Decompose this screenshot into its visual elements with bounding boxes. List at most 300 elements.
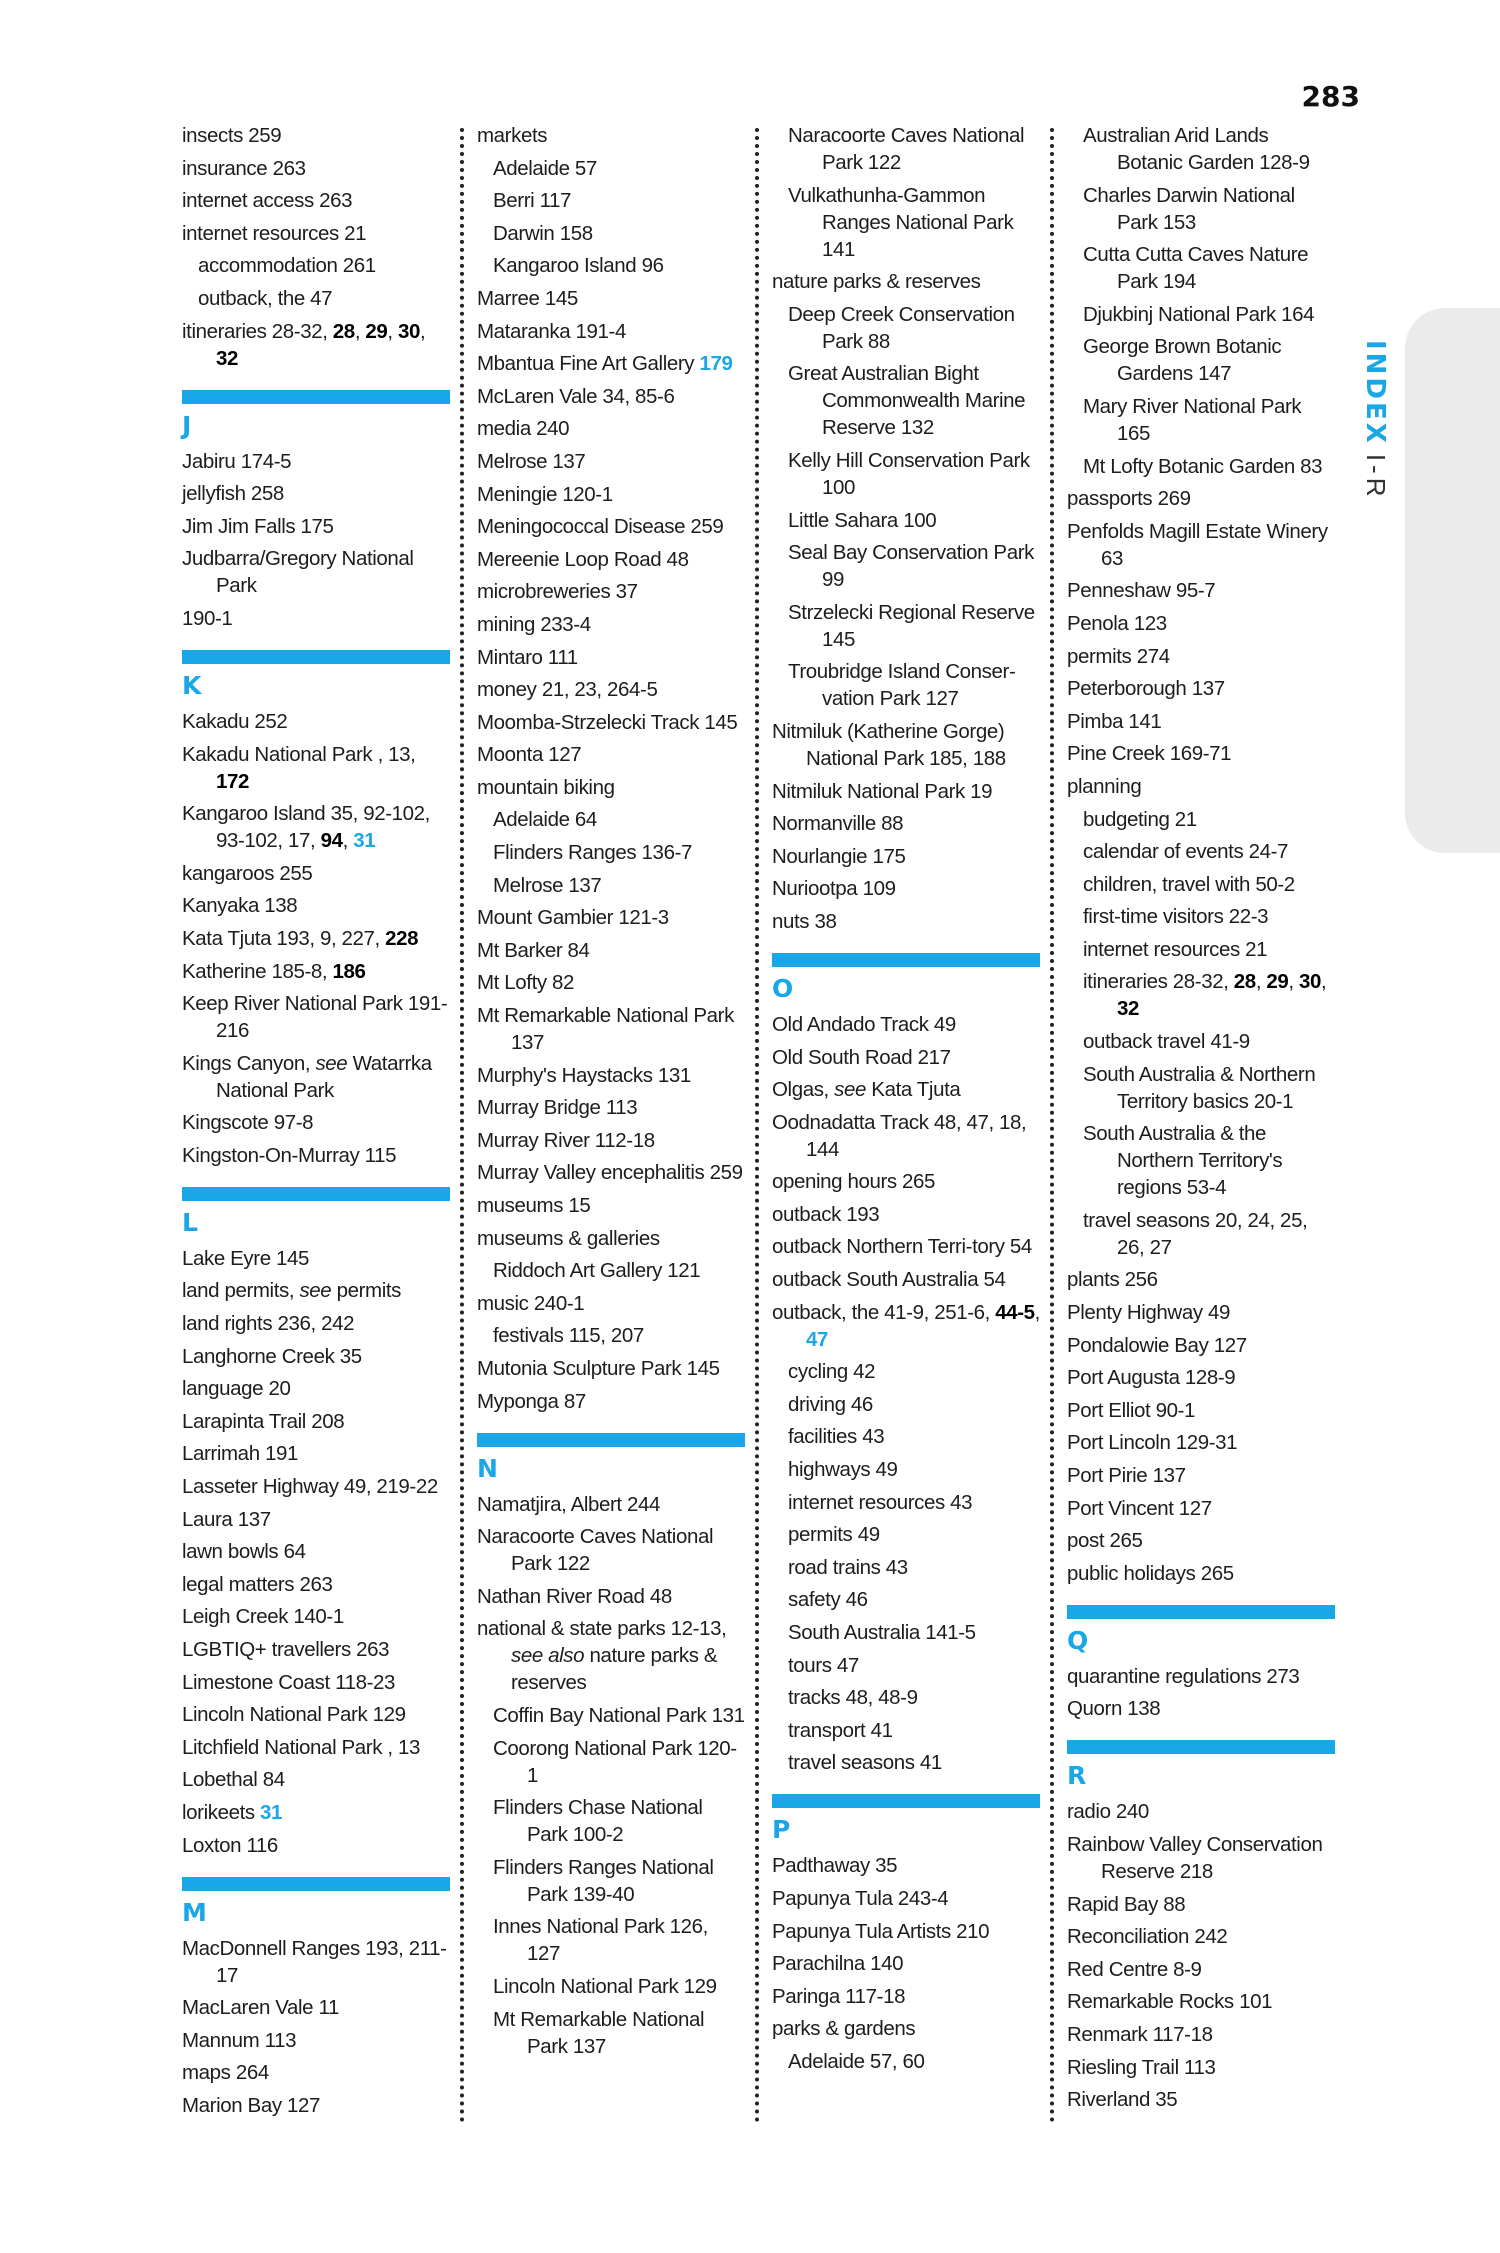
index-subentry [477,155,745,182]
map-page-ref: 47 [806,1327,829,1351]
index-entry [182,1473,450,1500]
entry-text: Larapinta Trail 208 [182,1409,345,1433]
index-entry [477,350,745,377]
index-entry [772,1201,1040,1228]
index-subentry [477,252,745,279]
index-entry [1067,1429,1335,1456]
entry-text: calendar of events 24-7 [1083,840,1289,864]
entry-text: Djukbinj National Park 164 [1083,302,1315,326]
entry-text: Peterborough 137 [1067,677,1225,701]
entry-fragment: , [1255,970,1267,994]
index-subentry [772,1521,1040,1548]
entry-text: national & state parks 12-13, [477,1617,727,1641]
entry-text: Larrimah 191 [182,1442,298,1466]
index-entry [1067,1923,1335,1950]
index-entry [182,1603,450,1630]
index-entry [477,318,745,345]
index-entry [182,1538,450,1565]
index-subentry [477,2006,745,2060]
index-entry [772,718,1040,772]
entry-text: Katherine 185-8, [182,959,333,983]
entry-text: radio 240 [1067,1800,1149,1824]
index-entry [772,843,1040,870]
entry-text: Normanville 88 [772,812,904,836]
index-entry [1067,1695,1335,1722]
index-entry [182,860,450,887]
entry-text: Port Pirie 137 [1067,1464,1186,1487]
entry-text: Nuriootpa 109 [772,877,896,901]
entry-text: museums & galleries [477,1226,660,1250]
entry-text: mountain biking [477,775,615,799]
index-entry [182,155,450,182]
index-entry [182,318,450,372]
page-number: 283 [1301,80,1360,113]
entry-fragment: , [342,829,354,853]
index-subentry [772,1749,1040,1776]
entry-text: transport 41 [788,1718,893,1742]
entry-text: insurance 263 [182,156,306,180]
entry-text: Plenty Highway 49 [1067,1301,1230,1325]
entry-text: Moonta 127 [477,743,582,767]
entry-text: Litchfield National Park , 13 [182,1735,420,1759]
entry-text: Flinders Ranges 136-7 [493,841,692,865]
index-subentry [1067,936,1335,963]
entry-text: Mt Lofty 82 [477,971,575,995]
column-divider [1050,128,1054,2124]
entry-text: Quorn 138 [1067,1697,1161,1721]
entry-text: Mt Remarkable National Park 137 [493,2007,705,2058]
index-subentry [772,539,1040,593]
index-entry [1067,1364,1335,1391]
index-entry [772,1076,1040,1103]
index-entry [182,1408,450,1435]
entry-text: post 265 [1067,1529,1143,1553]
index-subentry [1067,453,1335,480]
index-entry [1067,1891,1335,1918]
index-entry [182,925,450,952]
entry-text: Remarkable Rocks 101 [1067,1990,1273,2014]
index-entry [182,708,450,735]
index-side-tab [1405,308,1500,853]
entry-text: Port Vincent 127 [1067,1496,1212,1520]
index-subentry [477,806,745,833]
index-entry [1067,2086,1335,2113]
index-subentry [1067,301,1335,328]
letter-section-j [182,390,450,442]
index-label-range: I-R [1361,453,1391,501]
index-subentry [772,658,1040,712]
entry-text: LGBTIQ+ travellers 263 [182,1638,390,1661]
entry-text: Vulkathunha-Gammon Ranges National Park 141 [788,183,1014,261]
bold-page-ref: 30 [398,319,421,343]
entry-text: Nathan River Road 48 [477,1584,672,1608]
entry-fragment: , [354,319,366,343]
entry-text: Mt Remarkable National Park 137 [477,1004,734,1055]
index-entry [772,875,1040,902]
entry-text: internet resources 21 [1083,937,1268,961]
entry-text: Old South Road 217 [772,1045,951,1069]
section-bar [182,650,450,664]
index-entry [477,1388,745,1415]
entry-text: jellyfish 258 [182,482,284,506]
entry-text: Berri 117 [493,189,572,213]
entry-text: travel seasons 20, 24, 25, 26, 27 [1083,1208,1308,1259]
entry-text: Padthaway 35 [772,1854,898,1878]
index-entry [1067,708,1335,735]
entry-text: Great Australian Bight Commonwealth Marine Reserve 132 [788,362,1026,440]
index-entry [182,1636,450,1663]
index-entry [182,1050,450,1104]
index-subentry [477,1322,745,1349]
entry-text: nature parks & reserves [772,270,981,294]
entry-text: Lasseter Highway 49, 219-22 [182,1475,438,1499]
entry-text: Kings Canyon, [182,1051,316,1075]
index-entry [477,969,745,996]
index-entry [182,741,450,795]
index-entry [1067,1332,1335,1359]
index-entry [1067,518,1335,572]
index-entry [182,187,450,214]
entry-text: permits 49 [788,1523,880,1547]
index-entry [182,1832,450,1859]
index-subentry [1067,903,1335,930]
index-entry [1067,2054,1335,2081]
index-entry [182,1799,450,1826]
entry-fragment: , [1034,1300,1040,1324]
bold-page-ref: 172 [216,769,250,793]
entry-fragment: see also [511,1644,585,1668]
bold-page-ref: 28 [332,319,355,343]
entry-text: Myponga 87 [477,1389,586,1413]
entry-text: legal matters 263 [182,1572,333,1596]
letter-section-m [182,1877,450,1929]
index-entry [477,285,745,312]
index-entry [182,605,450,632]
index-subentry [1067,333,1335,387]
entry-fragment: see [315,1051,348,1075]
index-entry [182,1701,450,1728]
bold-page-ref: 228 [385,926,419,950]
entry-text: Olgas, [772,1078,835,1102]
index-subentry [772,1358,1040,1385]
index-subentry [477,1973,745,2000]
index-entry [772,1885,1040,1912]
index-subentry [772,1456,1040,1483]
section-bar [1067,1605,1335,1619]
index-entry [1067,773,1335,800]
entry-text: South Australia & Northern Territory basics 20-1 [1083,1062,1316,1113]
bold-page-ref: 32 [216,346,239,370]
entry-text: Pimba 141 [1067,709,1162,733]
entry-text: 190-1 [182,606,233,630]
letter-section-q [1067,1605,1335,1657]
entry-text: Murray River 112-18 [477,1128,655,1152]
entry-text: Lobethal 84 [182,1768,285,1792]
entry-text: Meningie 120-1 [477,482,613,506]
entry-text: South Australia 141-5 [788,1621,976,1644]
index-entry [477,741,745,768]
index-column-1 [182,122,450,2125]
index-entry [477,578,745,605]
index-entry [477,122,745,149]
map-page-ref: 179 [699,352,733,376]
entry-text: microbreweries 37 [477,580,638,604]
entry-text: Old Andado Track 49 [772,1012,956,1036]
index-entry [182,1935,450,1989]
entry-text: music 240-1 [477,1291,585,1315]
index-entry [1067,1663,1335,1690]
index-entry [182,1142,450,1169]
entry-text: MacDonnell Ranges 193, 211-17 [182,1936,447,1987]
entry-text: Coffin Bay National Park 131 [493,1703,745,1727]
entry-text: Red Centre 8-9 [1067,1957,1202,1981]
index-subentry [772,1423,1040,1450]
index-subentry [1067,838,1335,865]
index-entry [1067,1527,1335,1554]
index-entry [772,1044,1040,1071]
index-subentry [477,1257,745,1284]
index-column-3 [772,122,1040,2081]
entry-text: Penola 123 [1067,611,1167,635]
index-entry [1067,1798,1335,1825]
entry-text: Deep Creek Conservation Park 88 [788,302,1015,353]
section-letter: Q [1067,1625,1088,1655]
entry-text: Murray Bridge 113 [477,1096,638,1120]
entry-text: Flinders Ranges National Park 139-40 [493,1855,714,1906]
index-entry [182,2092,450,2119]
entry-text: Kingscote 97-8 [182,1111,314,1135]
entry-text: plants 256 [1067,1268,1158,1292]
index-entry [182,1571,450,1598]
index-subentry [1067,1207,1335,1261]
entry-text: Murray Valley encephalitis 259 [477,1161,743,1185]
entry-text: Lake Eyre 145 [182,1246,309,1270]
index-subentry [772,122,1040,176]
index-entry [182,800,450,854]
index-entry [1067,1397,1335,1424]
entry-text: Riddoch Art Gallery 121 [493,1259,701,1283]
index-subentry [1067,241,1335,295]
entry-text: Kangaroo Island 35, 92-102, 93-102, 17, [182,802,430,853]
index-entry [772,1011,1040,1038]
index-entry [477,513,745,540]
index-entry [477,1583,745,1610]
index-entry [772,778,1040,805]
entry-fragment: Kata Tjuta [866,1078,961,1102]
entry-text: Rainbow Valley Conservation Reserve 218 [1067,1832,1323,1883]
bold-page-ref: 29 [1266,970,1289,994]
index-entry [772,1983,1040,2010]
index-entry [772,908,1040,935]
entry-text: Charles Darwin National Park 153 [1083,183,1295,234]
letter-section-o [772,953,1040,1005]
entry-text: Mataranka 191-4 [477,319,626,343]
entry-text: accommodation 261 [198,254,376,278]
section-letter: J [182,410,191,440]
section-letter: K [182,670,201,700]
entry-text: Jabiru 174-5 [182,449,292,473]
index-entry [182,1245,450,1272]
index-entry [772,1109,1040,1163]
entry-text: Renmark 117-18 [1067,2022,1213,2046]
entry-fragment: , [420,319,426,343]
index-entry [1067,1495,1335,1522]
index-entry [477,1615,745,1696]
entry-text: Adelaide 57 [493,156,597,180]
letter-section-k [182,650,450,702]
entry-text: first-time visitors 22-3 [1083,905,1269,929]
entry-text: Rapid Bay 88 [1067,1892,1186,1916]
letter-section-n [477,1433,745,1485]
index-entry [772,1950,1040,1977]
index-subentry [772,1619,1040,1646]
index-entry [772,1299,1040,1353]
index-entry [477,1225,745,1252]
entry-text: money 21, 23, 264-5 [477,678,658,702]
index-entry [1067,1988,1335,2015]
index-entry [182,1109,450,1136]
index-entry [182,958,450,985]
entry-text: lorikeets [182,1800,261,1824]
index-entry [1067,740,1335,767]
entry-text: outback South Australia 54 [772,1268,1006,1292]
bold-page-ref: 29 [365,319,388,343]
entry-text: Parachilna 140 [772,1952,904,1976]
entry-text: Papunya Tula 243-4 [772,1886,949,1910]
index-entry [772,1266,1040,1293]
index-entry [1067,610,1335,637]
index-entry [772,1233,1040,1260]
index-entry [182,1994,450,2021]
index-entry [477,481,745,508]
index-subentry [1067,1061,1335,1115]
index-entry [1067,675,1335,702]
index-subentry [772,1489,1040,1516]
entry-fragment: permits [331,1279,402,1303]
entry-text: internet access 263 [182,189,353,213]
index-entry [182,2027,450,2054]
bold-page-ref: 28 [1233,970,1256,994]
index-entry [182,2059,450,2086]
entry-text: Mutonia Sculpture Park 145 [477,1356,720,1380]
entry-text: Flinders Chase National Park 100-2 [493,1796,703,1847]
letter-section-p [772,1794,1040,1846]
entry-text: media 240 [477,417,570,441]
entry-text: outback 193 [772,1202,880,1226]
entry-text: tours 47 [788,1653,859,1677]
entry-text: Mt Barker 84 [477,938,590,962]
section-bar [1067,1740,1335,1754]
index-subentry [772,2048,1040,2075]
entry-text: outback travel 41-9 [1083,1030,1250,1054]
entry-text: insects 259 [182,124,282,147]
entry-text: quarantine regulations 273 [1067,1664,1300,1688]
entry-text: Cutta Cutta Caves Nature Park 194 [1083,243,1309,294]
index-subentry [477,839,745,866]
letter-section-l [182,1187,450,1239]
entry-text: Kata Tjuta 193, 9, 227, [182,926,386,950]
entry-text: Kakadu National Park , 13, [182,742,416,766]
index-entry [477,1192,745,1219]
section-bar [477,1433,745,1447]
entry-text: Strzelecki Regional Reserve 145 [788,600,1035,651]
section-bar [182,1187,450,1201]
index-subentry [182,285,450,312]
entry-text: Papunya Tula Artists 210 [772,1919,990,1943]
index-subentry [1067,806,1335,833]
entry-fragment: see [299,1279,332,1303]
index-subentry [772,507,1040,534]
entry-text: itineraries 28-32, [1083,970,1234,994]
section-bar [772,1794,1040,1808]
index-subentry [772,301,1040,355]
entry-fragment: , [387,319,399,343]
entry-text: Marree 145 [477,286,578,310]
index-entry [477,415,745,442]
index-entry [182,1506,450,1533]
index-entry [772,810,1040,837]
index-entry [1067,643,1335,670]
index-entry [1067,2021,1335,2048]
entry-text: Mary River National Park 165 [1083,394,1302,445]
entry-text: Penneshaw 95-7 [1067,579,1216,603]
entry-text: facilities 43 [788,1425,885,1449]
index-entry [182,480,450,507]
column-divider [460,128,464,2124]
entry-text: Riverland 35 [1067,2088,1178,2112]
entry-text: Laura 137 [182,1507,271,1531]
index-entry [477,709,745,736]
entry-text: Kanyaka 138 [182,894,298,918]
entry-text: Limestone Coast 118-23 [182,1670,396,1694]
entry-text: outback, the 41-9, 251-6, [772,1300,996,1324]
index-entry [182,1277,450,1304]
entry-text: Oodnadatta Track 48, 47, 18, 144 [772,1110,1027,1161]
entry-text: mining 233-4 [477,612,591,636]
entry-text: Keep River National Park 191-216 [182,992,448,1043]
entry-text: Murphy's Haystacks 131 [477,1063,691,1087]
entry-text: Marion Bay 127 [182,2093,320,2117]
index-entry [182,1440,450,1467]
index-subentry [1067,1120,1335,1201]
index-entry [477,1523,745,1577]
entry-text: Kelly Hill Conservation Park 100 [788,448,1030,499]
index-entry [477,1127,745,1154]
index-entry [477,546,745,573]
index-entry [1067,1299,1335,1326]
entry-text: Port Lincoln 129-31 [1067,1431,1238,1455]
entry-text: MacLaren Vale 11 [182,1996,339,2020]
index-entry [477,904,745,931]
index-entry [182,990,450,1044]
entry-text: Paringa 117-18 [772,1984,906,2008]
letter-section-r [1067,1740,1335,1792]
index-entry [182,1734,450,1761]
entry-text: Mbantua Fine Art Gallery [477,352,700,376]
map-page-ref: 31 [353,829,376,853]
entry-text: Melrose 137 [477,449,586,473]
entry-text: language 20 [182,1377,291,1401]
entry-text: McLaren Vale 34, 85-6 [477,384,675,408]
index-label-word: INDEX [1360,340,1390,446]
entry-text: Nitmiluk (Katherine Gorge) National Park 185, 188 [772,719,1006,770]
index-entry [477,448,745,475]
entry-text: kangaroos 255 [182,861,313,885]
entry-text: Reconciliation 242 [1067,1925,1228,1949]
entry-text: land permits, [182,1279,300,1303]
entry-text: public holidays 265 [1067,1561,1234,1585]
entry-text: permits 274 [1067,644,1170,668]
